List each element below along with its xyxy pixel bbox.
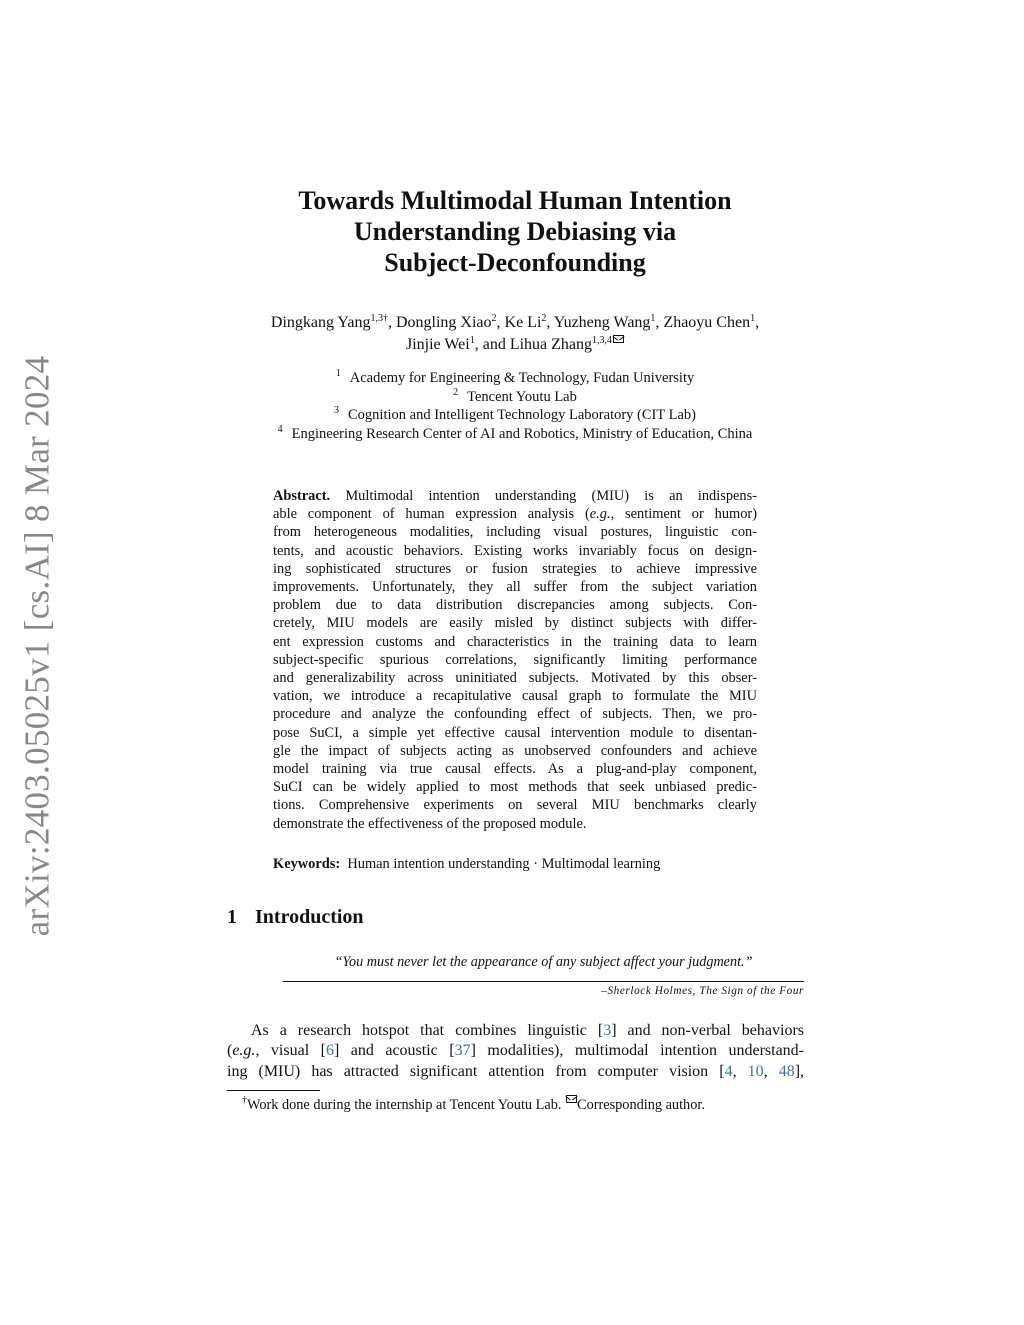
footnote-rule: [227, 1090, 320, 1091]
affiliation: [180, 425, 850, 444]
author-line: [200, 312, 830, 334]
author-affiliation-mark: 2: [541, 313, 547, 324]
citation-link[interactable]: 3: [603, 1022, 612, 1039]
title-line: Understanding Debiasing via: [353, 217, 677, 246]
intro-text: ] and non-verbal behaviors: [611, 1022, 805, 1039]
affiliation-name: Engineering Research Center of AI and Robotics, Ministry of Education, China: [291, 425, 753, 442]
abstract-text: , sentiment or humor): [610, 506, 757, 523]
title-line: Towards Multimodal Human Intention: [298, 186, 732, 215]
intro-line: [227, 1041, 804, 1061]
intro-paragraph: [227, 1021, 804, 1082]
footnote-text: Corresponding author.: [577, 1097, 705, 1113]
epigraph-rule: [283, 981, 804, 982]
intro-text: As a research hotspot that combines linguistic [: [251, 1022, 604, 1039]
affiliation-number: 3: [334, 405, 339, 416]
section-title: Introduction: [255, 906, 364, 928]
epigraph-source: –Sherlock Holmes, The Sign of the Four: [601, 985, 804, 997]
abstract-label: Abstract.: [273, 488, 331, 504]
author-separator: ,: [655, 314, 664, 331]
abstract-line: demonstrate the effectiveness of the proposed module.: [273, 815, 587, 832]
intro-text: ],: [794, 1062, 805, 1080]
abstract-line: ing sophisticated structures or fusion strategies to achieve impressive: [273, 560, 757, 577]
footnote-dagger: †: [242, 1095, 247, 1106]
citation-link[interactable]: 10: [747, 1062, 764, 1080]
author-name: Yuzheng Wang: [553, 314, 651, 331]
intro-text: ,: [732, 1062, 748, 1080]
arxiv-identifier: arXiv:2403.05025v1 [cs.AI] 8 Mar 2024: [17, 355, 57, 937]
keywords: [273, 856, 660, 873]
intro-emphasis: e.g.: [232, 1042, 256, 1060]
intro-text: ] and acoustic [: [333, 1042, 455, 1060]
author-affiliation-mark: 1,3†: [370, 313, 388, 324]
intro-text: ] modalities), multimodal intention understand-: [470, 1042, 805, 1060]
abstract-text: able component of human expression analysis (: [273, 506, 590, 523]
paper-title: [228, 185, 802, 278]
abstract-line: gle the impact of subjects acting as unobserved confounders and achieve: [273, 742, 757, 759]
section-heading: [227, 906, 364, 929]
citation-link[interactable]: 37: [454, 1042, 471, 1060]
affiliation-name: Cognition and Intelligent Technology Laboratory (CIT Lab): [348, 407, 696, 423]
affiliation: [180, 388, 850, 407]
abstract-line: [273, 505, 757, 523]
intro-line: [227, 1021, 804, 1041]
citation-link[interactable]: 6: [325, 1042, 334, 1060]
title-line: Subject-Deconfounding: [384, 248, 646, 277]
author-name: Dongling Xiao: [395, 314, 492, 331]
abstract-line: [273, 487, 757, 505]
abstract-line: problem due to data distribution discrepancies among subjects. Con-: [273, 597, 757, 614]
abstract-line: tents, and acoustic behaviors. Existing works invariably focus on design-: [273, 542, 757, 559]
abstract-line: from heterogeneous modalities, including visual postures, linguistic con-: [273, 524, 757, 541]
author-affiliation-mark: 2: [491, 313, 497, 324]
affiliation-number: 4: [277, 423, 283, 435]
author-name: Lihua Zhang: [509, 336, 593, 353]
epigraph-quote: “You must never let the appearance of any subject affect your judgment.”: [334, 954, 753, 970]
keywords-label: Keywords:: [273, 856, 341, 872]
abstract-line: SuCI can be widely applied to most methods that seek unbiased predic-: [273, 779, 757, 796]
abstract-text: Multimodal intention understanding (MIU) is an indispens-: [345, 488, 757, 504]
author-line: [200, 334, 830, 356]
author-affiliation-mark: 1,3,4: [592, 335, 613, 346]
author-name: Ke Li: [504, 314, 542, 331]
author-separator: ,: [546, 314, 554, 331]
author-name: Dingkang Yang: [270, 314, 371, 331]
affiliation-name: Academy for Engineering & Technology, Fudan University: [349, 370, 695, 386]
abstract-line: tions. Comprehensive experiments on several MIU benchmarks clearly: [273, 797, 757, 814]
affiliation-number: 2: [453, 386, 459, 398]
author-separator: , and: [474, 336, 510, 353]
intro-text: , visual [: [255, 1042, 326, 1060]
author-affiliation-mark: 1: [650, 313, 656, 324]
keywords-text: Human intention understanding · Multimodal learning: [347, 856, 661, 872]
intro-line: [227, 1062, 804, 1082]
footnote-text: Work done during the internship at Tencent Youtu Lab.: [247, 1097, 566, 1113]
citation-link[interactable]: 4: [724, 1062, 733, 1080]
affiliation-name: Tencent Youtu Lab: [467, 388, 577, 405]
footnote: [242, 1095, 705, 1114]
affiliation-number: 1: [335, 368, 341, 379]
intro-text: (: [227, 1042, 233, 1060]
author-affiliation-mark: 1: [750, 313, 756, 324]
abstract-line: improvements. Unfortunately, they all suffer from the subject variation: [273, 579, 757, 596]
author-separator: ,: [496, 314, 505, 331]
author-name: Zhaoyu Chen: [663, 314, 751, 331]
intro-text: ing (MIU) has attracted significant attention from computer vision [: [227, 1062, 725, 1080]
author-name: Jinjie Wei: [405, 336, 470, 353]
abstract-line: and generalizability across uninitiated subjects. Motivated by this obser-: [273, 670, 757, 687]
abstract-line: subject-specific spurious correlations, significantly limiting performance: [273, 651, 757, 668]
abstract-line: ent expression customs and characteristics in the training data to learn: [273, 633, 757, 650]
arxiv-sidebar: [12, 355, 62, 937]
abstract-line: vation, we introduce a recapitulative causal graph to formulate the MIU: [273, 688, 757, 705]
abstract-line: procedure and analyze the confounding effect of subjects. Then, we pro-: [273, 706, 757, 723]
section-number: 1: [227, 906, 237, 928]
abstract: [273, 487, 757, 833]
abstract-line: pose SuCI, a simple yet effective causal intervention module to disentan-: [273, 724, 757, 741]
abstract-line: cretely, MIU models are easily misled by distinct subjects with differ-: [273, 615, 757, 632]
envelope-icon: [613, 335, 624, 343]
author-list: [200, 312, 830, 356]
author-separator: ,: [755, 314, 760, 331]
affiliation-list: [180, 369, 850, 443]
envelope-icon: [566, 1095, 577, 1103]
intro-text: ,: [763, 1062, 779, 1080]
citation-link[interactable]: 48: [778, 1062, 795, 1080]
affiliation: [180, 369, 850, 388]
author-affiliation-mark: 1: [469, 335, 475, 346]
abstract-line: model training via true causal effects. As a plug-and-play component,: [273, 761, 757, 778]
author-separator: ,: [387, 314, 396, 331]
affiliation: [180, 406, 850, 425]
abstract-emphasis: e.g.: [589, 506, 611, 523]
